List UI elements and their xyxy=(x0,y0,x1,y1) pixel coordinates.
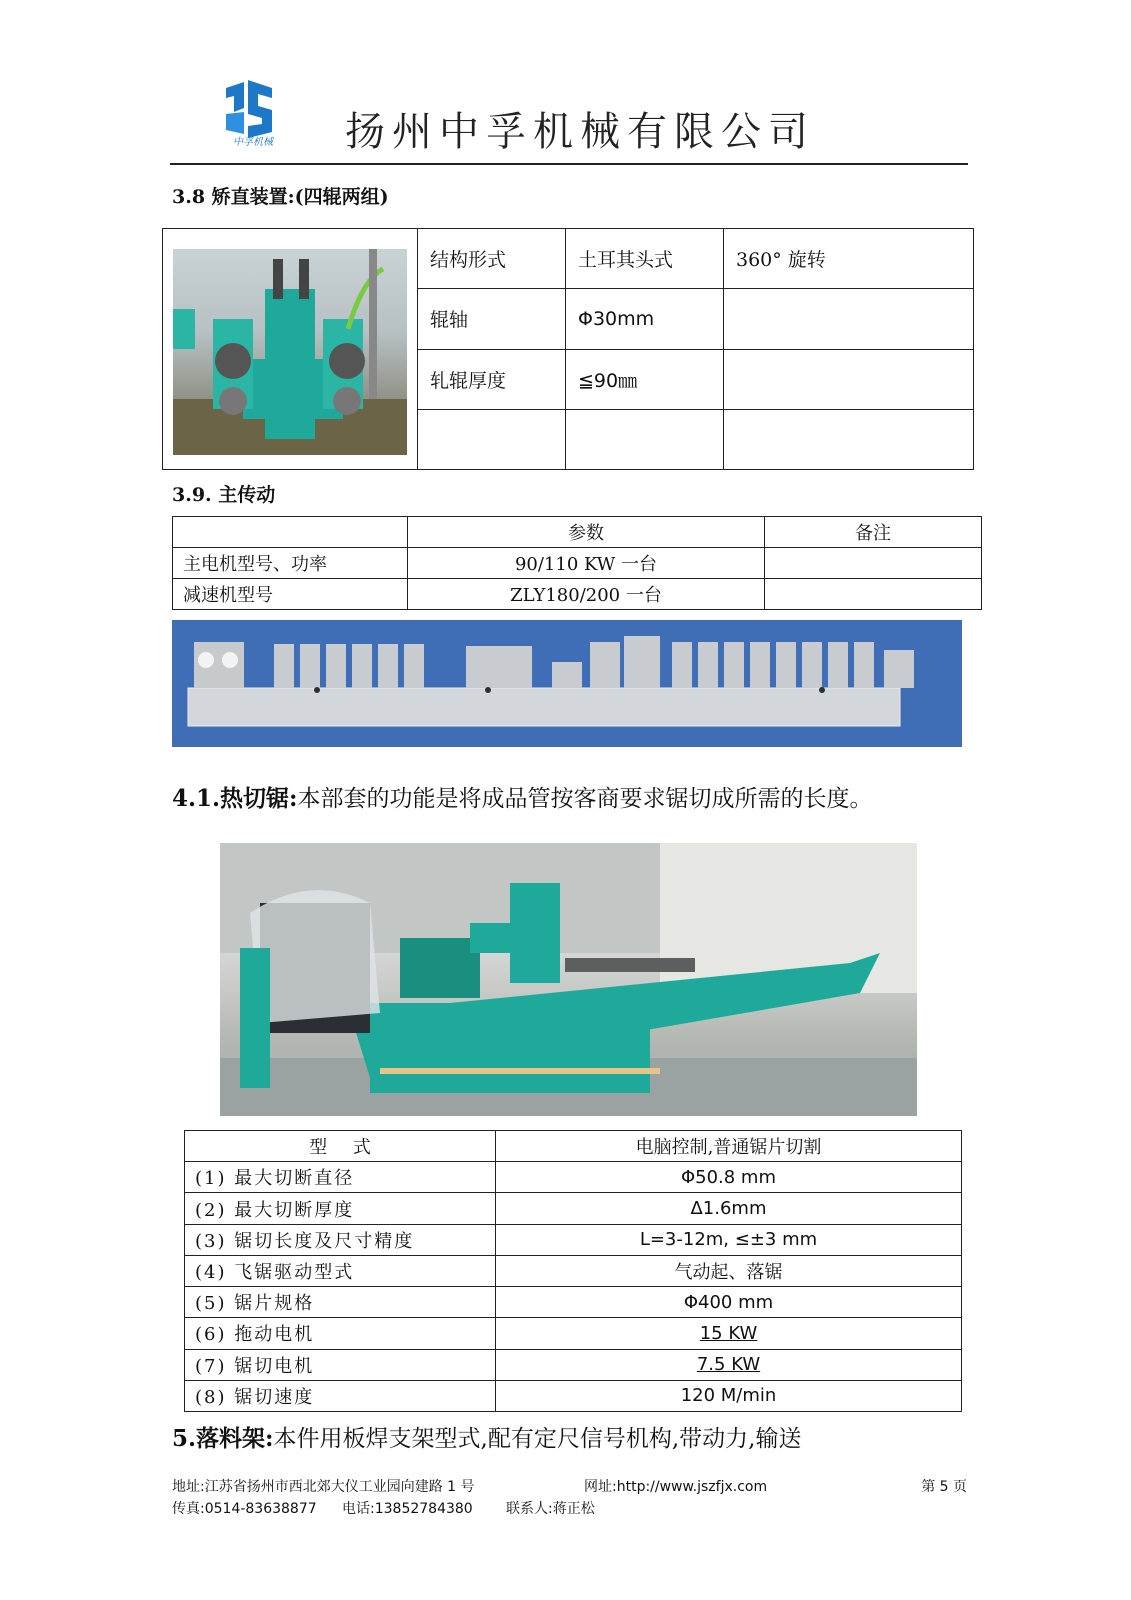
row-label: 结构形式 xyxy=(418,229,566,289)
header-divider xyxy=(170,163,968,165)
row-note xyxy=(765,579,982,610)
main-drive-table xyxy=(172,516,982,610)
row-label: 减速机型号 xyxy=(173,579,408,610)
row-value: 90/110 KW 一台 xyxy=(408,548,765,579)
spec-label: (6) 拖动电机 xyxy=(185,1318,496,1349)
spec-value: Φ400 mm xyxy=(496,1287,962,1318)
section-5-heading xyxy=(172,1420,801,1453)
straightener-table xyxy=(162,228,974,470)
footer-page-number: 第 5 页 xyxy=(921,1479,967,1495)
section-5-description: 本件用板焊支架型式,配有定尺信号机构,带动力,输送 xyxy=(273,1426,802,1452)
straightener-photo-cell xyxy=(163,229,418,470)
spec-value: 气动起、落锯 xyxy=(496,1255,962,1286)
production-line-drawing xyxy=(172,620,962,747)
spec-label: (1) 最大切断直径 xyxy=(185,1162,496,1193)
row-value: ZLY180/200 一台 xyxy=(408,579,765,610)
footer-phone: 电话:13852784380 xyxy=(342,1501,473,1517)
section-3-9-heading: 3.9. 主传动 xyxy=(172,484,276,506)
row-note: 360° 旋转 xyxy=(724,229,974,289)
spec-label: (8) 锯切速度 xyxy=(185,1380,496,1411)
spec-value: Δ1.6mm xyxy=(496,1193,962,1224)
page-footer xyxy=(172,1476,967,1520)
type-label: 型 式 xyxy=(185,1131,496,1162)
hot-saw-photo xyxy=(220,843,917,1116)
spec-value: 120 M/min xyxy=(496,1380,962,1411)
footer-contact: 联系人:蒋正松 xyxy=(506,1501,595,1517)
straightener-photo xyxy=(173,249,407,455)
row-note xyxy=(765,548,982,579)
spec-label: (5) 锯片规格 xyxy=(185,1287,496,1318)
header-params: 参数 xyxy=(408,517,765,548)
row-note xyxy=(724,409,974,469)
row-note xyxy=(724,289,974,349)
spec-value: 15 KW xyxy=(496,1318,962,1349)
row-label: 主电机型号、功率 xyxy=(173,548,408,579)
row-value: 土耳其头式 xyxy=(566,229,724,289)
footer-website[interactable]: 网址:http://www.jszfjx.com xyxy=(584,1479,768,1495)
spec-label: (3) 锯切长度及尺寸精度 xyxy=(185,1224,496,1255)
spec-value: L=3-12m, ≤±3 mm xyxy=(496,1224,962,1255)
company-name: 扬州中孚机械有限公司 xyxy=(345,109,815,155)
company-logo-icon xyxy=(222,78,278,140)
section-4-1-heading xyxy=(172,780,873,813)
header-notes: 备注 xyxy=(765,517,982,548)
logo-caption: 中孚机械 xyxy=(233,137,273,148)
section-5-title: 5.落料架: xyxy=(172,1425,274,1452)
spec-label: (7) 锯切电机 xyxy=(185,1349,496,1380)
row-label: 辊轴 xyxy=(418,289,566,349)
row-value: Φ30mm xyxy=(566,289,724,349)
spec-value: Φ50.8 mm xyxy=(496,1162,962,1193)
spec-label: (4) 飞锯驱动型式 xyxy=(185,1255,496,1286)
hot-saw-spec-table xyxy=(184,1130,962,1412)
spec-value: 7.5 KW xyxy=(496,1349,962,1380)
row-note xyxy=(724,349,974,409)
footer-address: 地址:江苏省扬州市西北郊大仪工业园向建路 1 号 xyxy=(172,1479,475,1495)
row-label: 轧辊厚度 xyxy=(418,349,566,409)
row-label xyxy=(418,409,566,469)
section-4-1-description: 本部套的功能是将成品管按客商要求锯切成所需的长度。 xyxy=(297,786,873,812)
section-3-8-heading: 3.8 矫直装置:(四辊两组) xyxy=(172,186,389,208)
type-value: 电脑控制,普通锯片切割 xyxy=(496,1131,962,1162)
spec-label: (2) 最大切断厚度 xyxy=(185,1193,496,1224)
row-value: ≦90㎜ xyxy=(566,349,724,409)
section-4-1-title: 4.1.热切锯: xyxy=(172,785,298,812)
row-value xyxy=(566,409,724,469)
header-blank xyxy=(173,517,408,548)
footer-fax: 传真:0514-83638877 xyxy=(172,1501,317,1517)
